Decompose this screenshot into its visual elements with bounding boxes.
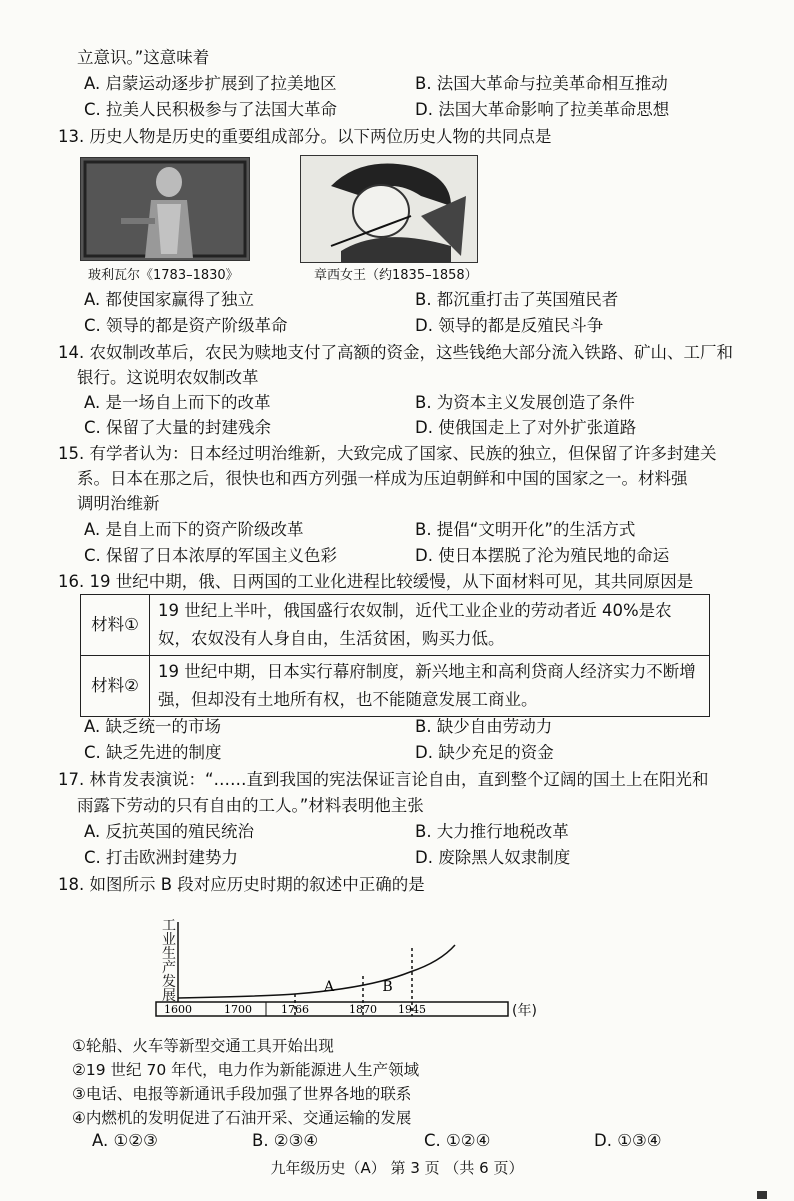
chart-growth-curve <box>178 945 455 998</box>
scanner-qr-icon <box>757 1191 767 1199</box>
q18-option-d: D. ①③④ <box>594 1131 662 1150</box>
q14-option-a: A. 是一场自上而下的改革 <box>84 393 271 412</box>
q16-option-b: B. 缺少自由劳动力 <box>415 717 553 736</box>
chart-tick-label: 1766 <box>281 1003 309 1016</box>
q15-option-a: A. 是自上而下的资产阶级改革 <box>84 520 304 539</box>
rani-of-jhansi-portrait <box>300 155 478 263</box>
bolivar-caption: 玻利瓦尔《1783–1830》 <box>88 268 239 283</box>
chart-x-axis-unit: (年) <box>512 1003 537 1019</box>
material-1-text: 19 世纪上半叶，俄国盛行农奴制，近代工业企业的劳动者近 40%是农奴，农奴没有人身自由，生活贫困，购买力低。 <box>150 595 710 656</box>
q13-stem: 13. 历史人物是历史的重要组成部分。以下两位历史人物的共同点是 <box>58 127 552 146</box>
q13-option-b: B. 都沉重打击了英国殖民者 <box>415 290 619 309</box>
page-footer: 九年级历史（A） 第 3 页 （共 6 页） <box>270 1159 524 1177</box>
q18-statement-1: ①轮船、火车等新型交通工具开始出现 <box>72 1037 334 1055</box>
material-1-label: 材料① <box>81 595 150 656</box>
q14-option-b: B. 为资本主义发展创造了条件 <box>415 393 635 412</box>
q18-option-a: A. ①②③ <box>92 1131 158 1150</box>
chart-tick-label: 1600 <box>164 1003 192 1016</box>
q16-option-d: D. 缺少充足的资金 <box>415 743 554 762</box>
bolivar-portrait <box>80 157 250 261</box>
q17-option-d: D. 废除黑人奴隶制度 <box>415 848 571 867</box>
q15-stem-line3: 调明治维新 <box>77 494 160 513</box>
q17-stem-line1: 17. 林肯发表演说：“……直到我国的宪法保证言论自由，直到整个辽阔的国土上在阳光和 <box>58 770 709 789</box>
q18-stem: 18. 如图所示 B 段对应历史时期的叙述中正确的是 <box>58 875 425 894</box>
q13-option-a: A. 都使国家赢得了独立 <box>84 290 254 309</box>
q18-statement-2: ②19 世纪 70 年代，电力作为新能源进人生产领域 <box>72 1061 420 1079</box>
q15-option-c: C. 保留了日本浓厚的军国主义色彩 <box>84 546 338 565</box>
q16-option-c: C. 缺乏先进的制度 <box>84 743 222 762</box>
q18-option-c: C. ①②④ <box>424 1131 491 1150</box>
chart-segment-label-a: A <box>323 979 335 995</box>
chart-tick-label: 1870 <box>349 1003 377 1016</box>
q13-option-c: C. 领导的都是资产阶级革命 <box>84 316 288 335</box>
q16-stem: 16. 19 世纪中期，俄、日两国的工业化进程比较缓慢，从下面材料可见，其共同原因是 <box>58 572 694 591</box>
chart-tick-label: 1700 <box>224 1003 252 1016</box>
q15-option-b: B. 提倡“文明开化”的生活方式 <box>415 520 636 539</box>
q14-option-c: C. 保留了大量的封建残余 <box>84 418 272 437</box>
q16-option-a: A. 缺乏统一的市场 <box>84 717 221 736</box>
q17-stem-line2: 雨露下劳动的只有自由的工人。”材料表明他主张 <box>77 796 424 815</box>
chart-tick-label: 1945 <box>398 1003 426 1016</box>
q15-stem-line1: 15. 有学者认为：日本经过明治维新，大致完成了国家、民族的独立，但保留了许多封建关 <box>58 444 717 463</box>
table-row <box>81 595 710 656</box>
q12-stem-tail: 立意识。”这意味着 <box>77 48 210 67</box>
q17-option-a: A. 反抗英国的殖民统治 <box>84 822 254 841</box>
chart-timeline-bar <box>156 1002 508 1016</box>
q17-option-b: B. 大力推行地税改革 <box>415 822 569 841</box>
q13-option-d: D. 领导的都是反殖民斗争 <box>415 316 604 335</box>
q15-option-d: D. 使日本摆脱了沦为殖民地的命运 <box>415 546 670 565</box>
q12-option-d: D. 法国大革命影响了拉美革命思想 <box>415 100 670 119</box>
q12-option-c: C. 拉美人民积极参与了法国大革命 <box>84 100 338 119</box>
material-2-label: 材料② <box>81 656 150 717</box>
q12-option-b: B. 法国大革命与拉美革命相互推动 <box>415 74 668 93</box>
table-row <box>81 656 710 717</box>
q18-option-b: B. ②③④ <box>252 1131 319 1150</box>
q12-option-a: A. 启蒙运动逐步扩展到了拉美地区 <box>84 74 337 93</box>
q18-statement-4: ④内燃机的发明促进了石油开采、交通运输的发展 <box>72 1109 412 1127</box>
chart-segment-label-b: B <box>382 979 393 995</box>
industrial-development-chart <box>150 900 550 1025</box>
q14-stem-line2: 银行。这说明农奴制改革 <box>77 368 259 387</box>
q14-option-d: D. 使俄国走上了对外扩张道路 <box>415 418 637 437</box>
rani-caption: 章西女王（约1835–1858） <box>314 268 478 283</box>
q17-option-c: C. 打击欧洲封建势力 <box>84 848 239 867</box>
chart-y-axis-label: 工业生产发展 <box>162 918 176 1004</box>
material-2-text: 19 世纪中期，日本实行幕府制度，新兴地主和高利贷商人经济实力不断增强，但却没有土地所有权，也不能随意发展工商业。 <box>150 656 710 717</box>
q15-stem-line2: 系。日本在那之后，很快也和西方列强一样成为压迫朝鲜和中国的国家之一。材料强 <box>77 469 688 488</box>
q18-statement-3: ③电话、电报等新通讯手段加强了世界各地的联系 <box>72 1085 412 1103</box>
q14-stem-line1: 14. 农奴制改革后，农民为赎地支付了高额的资金，这些钱绝大部分流入铁路、矿山、工厂和 <box>58 343 733 362</box>
q16-material-table <box>80 594 710 717</box>
